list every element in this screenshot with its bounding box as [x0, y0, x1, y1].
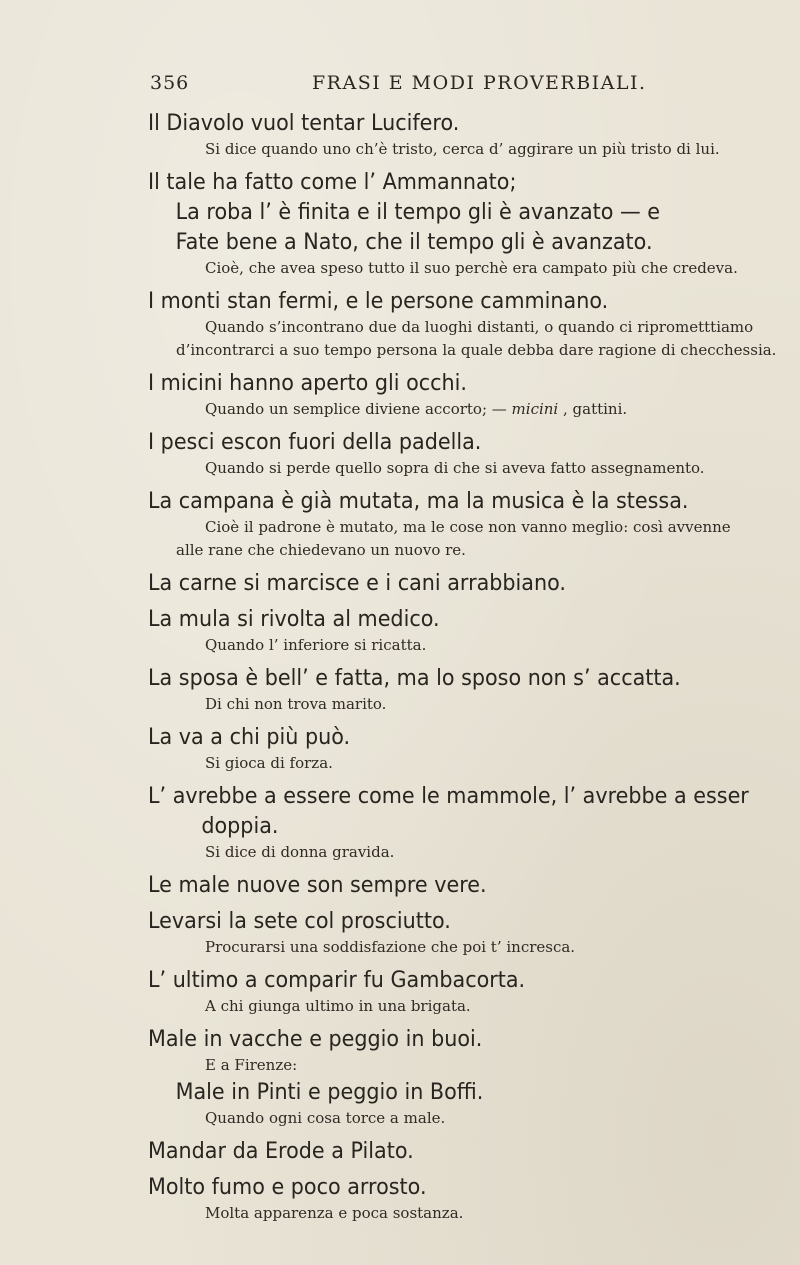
- gloss: Molta apparenza e poca sostanza.: [205, 1204, 464, 1222]
- proverb: La carne si marcisce e i cani arrabbiano.: [148, 570, 566, 596]
- gloss: Si gioca di forza.: [205, 754, 333, 772]
- list-item: [148, 1172, 788, 1225]
- list-item: [148, 427, 788, 480]
- list-item: [148, 906, 788, 959]
- proverb-verse: Male in Pinti e peggio in Boffi.: [175, 1079, 484, 1105]
- running-head: FRASI E MODI PROVERBIALI.: [312, 72, 647, 94]
- proverb-list: [148, 108, 788, 1225]
- gloss: Cioè, che avea speso tutto il suo perchè era campato più che credeva.: [205, 259, 738, 277]
- list-item: [148, 722, 788, 775]
- gloss: A chi giunga ultimo in una brigata.: [205, 997, 471, 1015]
- proverb: Il tale ha fatto come l’ Ammannato;: [148, 169, 517, 195]
- list-item: [148, 965, 788, 1018]
- proverb: I monti stan fermi, e le persone camminano.: [148, 288, 609, 314]
- proverb: Il Diavolo vuol tentar Lucifero.: [148, 110, 460, 136]
- list-item: [148, 1136, 788, 1166]
- list-item: [148, 870, 788, 900]
- gloss: Si dice di donna gravida.: [205, 843, 395, 861]
- page-header: [150, 72, 670, 102]
- proverb: I micini hanno aperto gli occhi.: [148, 370, 468, 396]
- gloss-continuation: alle rane che chiedevano un nuovo re.: [176, 541, 466, 559]
- gloss: Si dice quando uno ch’è tristo, cerca d’ aggirare un più tristo di lui.: [205, 140, 720, 158]
- gloss-continuation: d’incontrarci a suo tempo persona la quale debba dare ragione di checchessia.: [176, 341, 777, 359]
- proverb: La va a chi più può.: [148, 724, 351, 750]
- gloss: Procurarsi una soddisfazione che poi t’ incresca.: [205, 938, 576, 956]
- proverb: Male in vacche e peggio in buoi.: [148, 1026, 483, 1052]
- gloss: Quando s’incontrano due da luoghi distanti, o quando ci riprometttiamo: [205, 318, 754, 336]
- proverb: La mula si rivolta al medico.: [148, 606, 440, 632]
- gloss: Quando l’ inferiore si ricatta.: [205, 636, 427, 654]
- gloss: Cioè il padrone è mutato, ma le cose non vanno meglio: così avvenne: [205, 518, 731, 536]
- proverb: Mandar da Erode a Pilato.: [148, 1138, 414, 1164]
- list-item: [148, 663, 788, 716]
- list-item: [148, 108, 788, 161]
- list-item: [148, 604, 788, 657]
- gloss: E a Firenze:: [205, 1056, 298, 1074]
- proverb: I pesci escon fuori della padella.: [148, 429, 482, 455]
- list-item: [148, 167, 788, 280]
- list-item: [148, 1024, 788, 1130]
- proverb: L’ avrebbe a essere come le mammole, l’ avrebbe a esser: [148, 783, 749, 809]
- proverb: Le male nuove son sempre vere.: [148, 872, 487, 898]
- proverb-continuation: doppia.: [201, 813, 279, 839]
- proverb: La sposa è bell’ e fatta, ma lo sposo non s’ accatta.: [148, 665, 681, 691]
- proverb-verse: Fate bene a Nato, che il tempo gli è avanzato.: [175, 229, 653, 255]
- gloss: Quando un semplice diviene accorto; — micini , gattini.: [205, 400, 628, 418]
- gloss: Quando si perde quello sopra di che si aveva fatto assegnamento.: [205, 459, 705, 477]
- list-item: [148, 486, 788, 562]
- proverb-verse: La roba l’ è finita e il tempo gli è avanzato — e: [175, 199, 661, 225]
- list-item: [148, 568, 788, 598]
- list-item: [148, 368, 788, 421]
- list-item: [148, 781, 788, 864]
- proverb: La campana è già mutata, ma la musica è la stessa.: [148, 488, 689, 514]
- gloss: Di chi non trova marito.: [205, 695, 387, 713]
- proverb: Levarsi la sete col prosciutto.: [148, 908, 451, 934]
- proverb: L’ ultimo a comparir fu Gambacorta.: [148, 967, 526, 993]
- page-number: 356: [150, 72, 190, 94]
- list-item: [148, 286, 788, 362]
- gloss: Quando ogni cosa torce a male.: [205, 1109, 446, 1127]
- proverb: Molto fumo e poco arrosto.: [148, 1174, 427, 1200]
